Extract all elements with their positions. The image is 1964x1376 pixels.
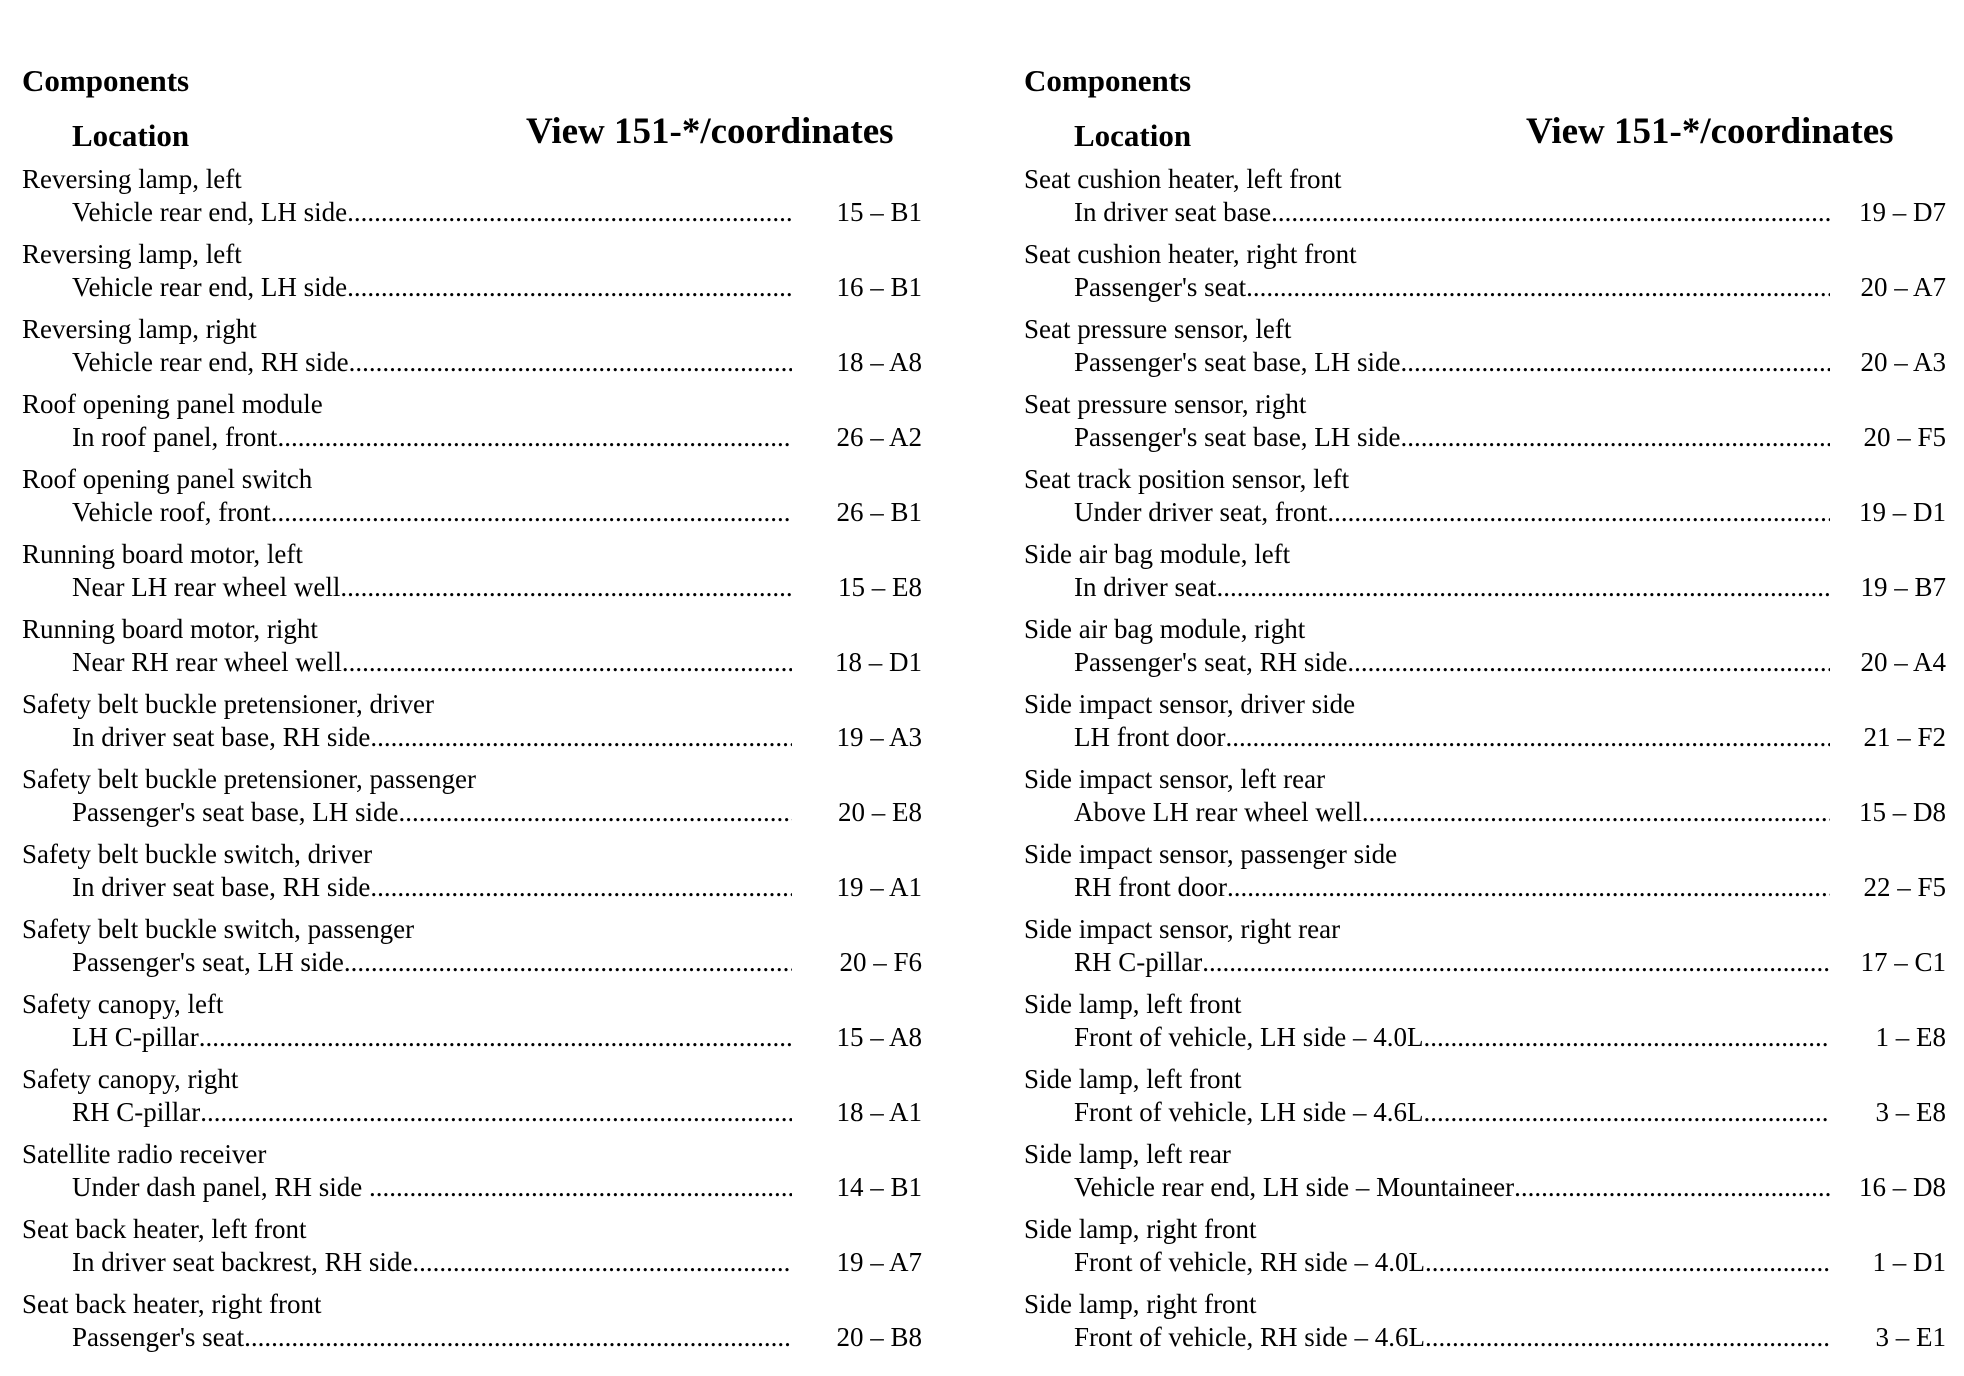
view-coordinate: 20 – A7 xyxy=(1860,272,1946,302)
location-line xyxy=(1074,1245,1830,1279)
component-entry xyxy=(1024,762,1944,837)
component-name: Seat track position sensor, left xyxy=(1024,464,1350,494)
dot-leader xyxy=(370,870,792,900)
dot-leader xyxy=(277,420,792,450)
dot-leader xyxy=(1425,1245,1830,1275)
component-name: Reversing lamp, left xyxy=(22,164,242,194)
component-location: In roof panel, front xyxy=(72,422,278,452)
component-location: Passenger's seat, LH side xyxy=(72,947,344,977)
location-line xyxy=(1074,345,1830,379)
component-name: Side impact sensor, driver side xyxy=(1024,689,1356,719)
dot-leader xyxy=(199,1020,792,1050)
dot-leader xyxy=(1327,495,1830,525)
component-location: Under driver seat, front xyxy=(1074,497,1328,527)
location-line xyxy=(1074,1170,1830,1204)
dot-leader xyxy=(1216,570,1830,600)
view-coordinate: 26 – A2 xyxy=(836,422,922,452)
view-coordinate: 15 – D8 xyxy=(1859,797,1946,827)
location-line xyxy=(72,795,792,829)
location-line xyxy=(72,270,792,304)
dot-leader xyxy=(1401,345,1830,375)
component-name: Satellite radio receiver xyxy=(22,1139,267,1169)
component-name: Roof opening panel switch xyxy=(22,464,313,494)
view-coordinate: 19 – A3 xyxy=(836,722,922,752)
component-location: In driver seat base, RH side xyxy=(72,722,371,752)
view-coordinate: 20 – A4 xyxy=(1860,647,1946,677)
component-name: Side lamp, right front xyxy=(1024,1214,1257,1244)
component-entry xyxy=(1024,162,1944,237)
component-entry xyxy=(22,1062,942,1137)
component-entry xyxy=(1024,312,1944,387)
component-entry xyxy=(22,837,942,912)
component-entry xyxy=(1024,237,1944,312)
view-coordinate: 19 – A1 xyxy=(836,872,922,902)
component-entry xyxy=(1024,1212,1944,1287)
components-heading: Components xyxy=(1024,63,1192,98)
view-coordinate: 20 – F6 xyxy=(839,947,922,977)
component-entry xyxy=(1024,462,1944,537)
component-location: Passenger's seat xyxy=(1074,272,1247,302)
location-line xyxy=(1074,570,1830,604)
component-name: Roof opening panel module xyxy=(22,389,323,419)
component-entry xyxy=(22,987,942,1062)
component-entry xyxy=(22,912,942,987)
component-location: LH front door xyxy=(1074,722,1226,752)
location-line xyxy=(1074,1020,1830,1054)
view-coordinate: 14 – B1 xyxy=(836,1172,922,1202)
component-name: Seat back heater, right front xyxy=(22,1289,322,1319)
component-location: Above LH rear wheel well xyxy=(1074,797,1362,827)
location-line xyxy=(72,1320,792,1354)
view-coordinate: 26 – B1 xyxy=(836,497,922,527)
component-entry xyxy=(1024,1137,1944,1212)
component-name: Safety canopy, right xyxy=(22,1064,239,1094)
dot-leader xyxy=(347,270,792,300)
component-location: Passenger's seat, RH side xyxy=(1074,647,1348,677)
location-line xyxy=(1074,645,1830,679)
component-entry xyxy=(1024,1062,1944,1137)
component-name: Seat cushion heater, left front xyxy=(1024,164,1342,194)
component-location: Under dash panel, RH side xyxy=(72,1172,369,1202)
component-name: Safety belt buckle pretensioner, passenger xyxy=(22,764,477,794)
component-entry xyxy=(1024,1287,1944,1362)
view-coordinate: 19 – D7 xyxy=(1859,197,1946,227)
dot-leader xyxy=(370,720,792,750)
dot-leader xyxy=(271,495,792,525)
component-name: Reversing lamp, right xyxy=(22,314,257,344)
view-coordinate: 20 – F5 xyxy=(1863,422,1946,452)
component-entry xyxy=(22,462,942,537)
view-coordinate: 20 – B8 xyxy=(836,1322,922,1352)
component-entry xyxy=(22,687,942,762)
component-location: In driver seat backrest, RH side xyxy=(72,1247,413,1277)
components-heading: Components xyxy=(22,63,190,98)
view-coordinates-heading: View 151-*/coordinates xyxy=(1526,111,1894,152)
dot-leader xyxy=(1271,195,1830,225)
component-location: Front of vehicle, LH side – 4.6L xyxy=(1074,1097,1424,1127)
view-coordinate: 18 – A8 xyxy=(836,347,922,377)
location-line xyxy=(1074,945,1830,979)
component-name: Side lamp, left front xyxy=(1024,989,1242,1019)
location-heading: Location xyxy=(72,118,190,153)
view-coordinate: 16 – B1 xyxy=(836,272,922,302)
component-entry xyxy=(1024,387,1944,462)
component-name: Side impact sensor, left rear xyxy=(1024,764,1326,794)
component-name: Side lamp, left front xyxy=(1024,1064,1242,1094)
component-entry xyxy=(22,312,942,387)
component-entry xyxy=(1024,612,1944,687)
component-name: Side impact sensor, passenger side xyxy=(1024,839,1398,869)
component-location: Near RH rear wheel well xyxy=(72,647,342,677)
component-entry xyxy=(1024,987,1944,1062)
view-coordinate: 1 – D1 xyxy=(1872,1247,1946,1277)
component-location: In driver seat xyxy=(1074,572,1217,602)
location-line xyxy=(72,1020,792,1054)
component-entry xyxy=(22,162,942,237)
dot-leader xyxy=(1362,795,1830,825)
dot-leader xyxy=(344,945,792,975)
component-name: Side impact sensor, right rear xyxy=(1024,914,1341,944)
view-coordinate: 19 – A7 xyxy=(836,1247,922,1277)
component-location: Passenger's seat base, LH side xyxy=(1074,347,1401,377)
dot-leader xyxy=(349,345,792,375)
component-entry xyxy=(1024,537,1944,612)
component-entry xyxy=(1024,912,1944,987)
location-line xyxy=(72,570,792,604)
component-name: Seat pressure sensor, left xyxy=(1024,314,1292,344)
component-entry xyxy=(1024,687,1944,762)
component-name: Side lamp, left rear xyxy=(1024,1139,1231,1169)
location-line xyxy=(72,870,792,904)
dot-leader xyxy=(412,1245,792,1275)
component-location: Vehicle rear end, RH side xyxy=(72,347,349,377)
component-location: Vehicle rear end, LH side – Mountaineer xyxy=(1074,1172,1515,1202)
location-line xyxy=(1074,870,1830,904)
dot-leader xyxy=(369,1170,792,1200)
location-line xyxy=(72,1170,792,1204)
component-name: Running board motor, left xyxy=(22,539,303,569)
component-location: Near LH rear wheel well xyxy=(72,572,341,602)
component-entry xyxy=(22,537,942,612)
dot-leader xyxy=(342,645,792,675)
dot-leader xyxy=(347,195,792,225)
location-line xyxy=(72,1095,792,1129)
dot-leader xyxy=(1425,1320,1830,1350)
component-location: RH C-pillar xyxy=(1074,947,1203,977)
dot-leader xyxy=(1347,645,1830,675)
location-line xyxy=(72,420,792,454)
view-coordinate: 19 – B7 xyxy=(1860,572,1946,602)
dot-leader xyxy=(1401,420,1830,450)
view-coordinate: 15 – A8 xyxy=(836,1022,922,1052)
location-line xyxy=(72,495,792,529)
view-coordinate: 16 – D8 xyxy=(1859,1172,1946,1202)
component-name: Seat pressure sensor, right xyxy=(1024,389,1307,419)
view-coordinate: 20 – E8 xyxy=(838,797,922,827)
component-entry xyxy=(22,387,942,462)
view-coordinate: 3 – E1 xyxy=(1875,1322,1946,1352)
view-coordinate: 20 – A3 xyxy=(1860,347,1946,377)
component-name: Reversing lamp, left xyxy=(22,239,242,269)
component-name: Side lamp, right front xyxy=(1024,1289,1257,1319)
view-coordinate: 21 – F2 xyxy=(1863,722,1946,752)
component-location: Vehicle roof, front xyxy=(72,497,271,527)
view-coordinate: 17 – C1 xyxy=(1860,947,1946,977)
component-entry xyxy=(22,1212,942,1287)
view-coordinate: 18 – A1 xyxy=(836,1097,922,1127)
location-line xyxy=(72,645,792,679)
dot-leader xyxy=(1423,1020,1830,1050)
dot-leader xyxy=(1514,1170,1830,1200)
component-entry xyxy=(1024,837,1944,912)
component-location: RH front door xyxy=(1074,872,1227,902)
component-name: Side air bag module, right xyxy=(1024,614,1306,644)
component-location: Vehicle rear end, LH side xyxy=(72,197,348,227)
component-name: Seat back heater, left front xyxy=(22,1214,307,1244)
dot-leader xyxy=(1202,945,1830,975)
dot-leader xyxy=(1227,870,1830,900)
component-name: Safety belt buckle pretensioner, driver xyxy=(22,689,435,719)
component-list xyxy=(1024,162,1944,1362)
location-line xyxy=(1074,195,1830,229)
component-name: Safety belt buckle switch, driver xyxy=(22,839,373,869)
component-location: Front of vehicle, RH side – 4.6L xyxy=(1074,1322,1425,1352)
location-line xyxy=(72,945,792,979)
view-coordinate: 18 – D1 xyxy=(835,647,922,677)
view-coordinate: 22 – F5 xyxy=(1863,872,1946,902)
component-name: Safety belt buckle switch, passenger xyxy=(22,914,415,944)
view-coordinate: 3 – E8 xyxy=(1875,1097,1946,1127)
location-line xyxy=(72,720,792,754)
location-line xyxy=(1074,270,1830,304)
dot-leader xyxy=(1423,1095,1830,1125)
view-coordinates-heading: View 151-*/coordinates xyxy=(526,111,894,152)
component-entry xyxy=(22,612,942,687)
component-list xyxy=(22,162,942,1362)
view-coordinate: 15 – E8 xyxy=(838,572,922,602)
dot-leader xyxy=(340,570,792,600)
location-line xyxy=(72,195,792,229)
component-location: In driver seat base, RH side xyxy=(72,872,371,902)
component-location: LH C-pillar xyxy=(72,1022,199,1052)
view-coordinate: 1 – E8 xyxy=(1875,1022,1946,1052)
component-location: Front of vehicle, RH side – 4.0L xyxy=(1074,1247,1425,1277)
component-name: Running board motor, right xyxy=(22,614,318,644)
component-location: Passenger's seat xyxy=(72,1322,245,1352)
dot-leader xyxy=(399,795,792,825)
location-line xyxy=(1074,720,1830,754)
component-location: Vehicle rear end, LH side xyxy=(72,272,348,302)
location-line xyxy=(72,1245,792,1279)
component-location: RH C-pillar xyxy=(72,1097,201,1127)
view-coordinate: 15 – B1 xyxy=(836,197,922,227)
dot-leader xyxy=(1225,720,1830,750)
component-location: Passenger's seat base, LH side xyxy=(72,797,399,827)
location-line xyxy=(72,345,792,379)
component-location: Front of vehicle, LH side – 4.0L xyxy=(1074,1022,1424,1052)
component-entry xyxy=(22,762,942,837)
location-line xyxy=(1074,495,1830,529)
component-location: In driver seat base xyxy=(1074,197,1272,227)
location-line xyxy=(1074,1320,1830,1354)
component-location: Passenger's seat base, LH side xyxy=(1074,422,1401,452)
location-line xyxy=(1074,795,1830,829)
view-coordinate: 19 – D1 xyxy=(1859,497,1946,527)
dot-leader xyxy=(244,1320,792,1350)
location-line xyxy=(1074,1095,1830,1129)
component-entry xyxy=(22,1287,942,1362)
dot-leader xyxy=(200,1095,792,1125)
location-line xyxy=(1074,420,1830,454)
location-heading: Location xyxy=(1074,118,1192,153)
component-name: Side air bag module, left xyxy=(1024,539,1291,569)
component-entry xyxy=(22,237,942,312)
component-entry xyxy=(22,1137,942,1212)
component-name: Seat cushion heater, right front xyxy=(1024,239,1357,269)
dot-leader xyxy=(1246,270,1830,300)
component-name: Safety canopy, left xyxy=(22,989,224,1019)
